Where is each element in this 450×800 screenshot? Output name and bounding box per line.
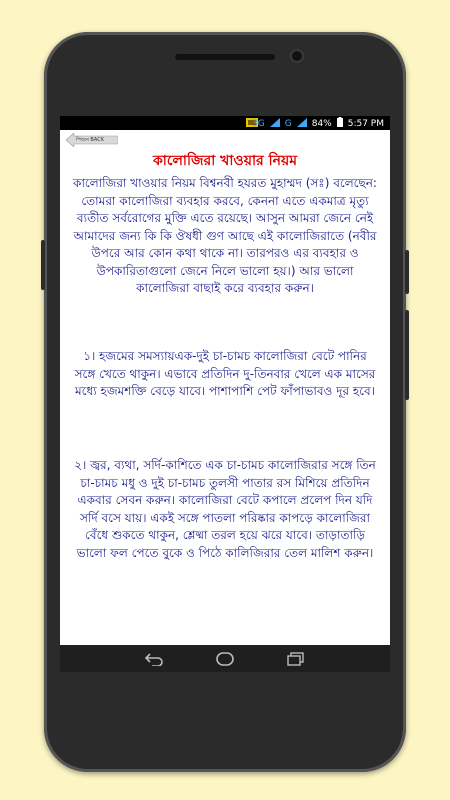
- battery-percent: 84%: [311, 119, 332, 129]
- back-nav-icon[interactable]: [144, 651, 164, 670]
- navigation-bar: [60, 645, 390, 672]
- signal-icon: [270, 118, 280, 131]
- page-title: কালোজিরা খাওয়ার নিয়ম: [153, 153, 297, 169]
- power-button: [405, 250, 409, 294]
- home-nav-icon[interactable]: [215, 651, 235, 670]
- speaker-grille: [175, 54, 275, 60]
- app-screen: [60, 130, 390, 645]
- back-button[interactable]: [66, 133, 118, 147]
- status-bar: [60, 116, 390, 130]
- volume-button: [405, 310, 409, 400]
- battery-icon: [337, 117, 343, 131]
- signal-icon-2: [297, 118, 307, 131]
- signal-type: G: [284, 119, 292, 129]
- point-two-paragraph: ২। জ্বর, ব্যথা, সর্দি-কাশিতে এক চা-চামচ কালোজিরার সঙ্গে তিন চা-চামচ মধু ও দুই চা-চামচ তুলসী পাতার রস মিশিয়ে প্রতিদিন একবার সেবন করুন। কালোজিরা বেটে কপালে প্রলেপ দিন যদি সর্দি বসে যায়। একই সঙ্গে পাতলা পরিষ্কার কাপড়ে কালোজিরা বেঁধে শুকতে থাকুন, শ্লেষ্মা তরল হয়ে ঝরে যাবে। তাড়াতাড়ি ভালো ফল পেতে বুকে ও পিঠে কালিজিরার তেল মালিশ করুন।: [74, 458, 376, 560]
- clock: 5:57 PM: [347, 119, 384, 129]
- network-type: 3G: [252, 119, 265, 129]
- recents-nav-icon[interactable]: [286, 651, 306, 670]
- side-button-left: [41, 240, 45, 290]
- front-camera: [292, 51, 302, 61]
- back-label: পিছনে BACK: [76, 137, 104, 143]
- intro-paragraph: কালোজিরা খাওয়ার নিয়ম বিশ্বনবী হযরত মুহাম্মদ (সঃ) বলেছেন: তোমরা কালোজিরা ব্যবহার করবে, কেননা এতে একমাত্র মৃত্যু ব্যতীত সর্বরোগের মুক্তি এতে রয়েছে। আসুন আমরা জেনে নেই আমাদের জন্য কি কি ঔষধী গুণ আছে এই কালোজিরাতে (নবীর উপরে আর কোন কথা থাকে না। তারপরও এর ব্যবহার ও উপকারিতাগুলো জেনে নিলে ভালো হয়।) আর ভালো কালোজিরা বাছাই করে ব্যবহার করুন।: [73, 176, 377, 295]
- point-one-paragraph: ১। হজমের সমস্যায়এক-দুই চা-চামচ কালোজিরা বেটে পানির সঙ্গে খেতে থাকুন। এভাবে প্রতিদিন দু-তিনবার খেলে এক মাসের মধ্যে হজমশক্তি বেড়ে যাবে। পাশাপাশি পেট ফাঁপাভাবও দূর হবে।: [74, 349, 376, 398]
